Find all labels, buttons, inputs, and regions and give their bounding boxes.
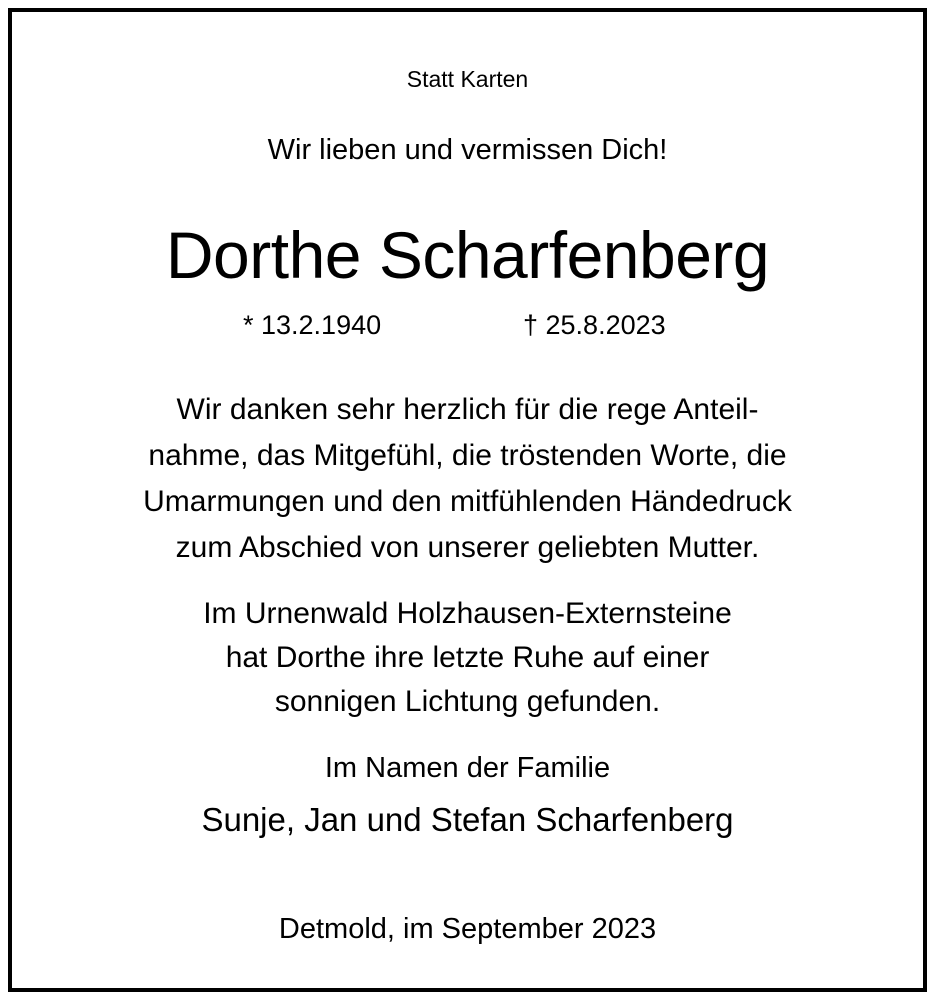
- place-date: Detmold, im September 2023: [278, 913, 657, 945]
- thanks-line-1: Wir danken sehr herzlich für die rege Anteil-: [176, 393, 759, 426]
- motto-text: Wir lieben und vermissen Dich!: [267, 134, 668, 166]
- thanks-line-4: zum Abschied von unserer geliebten Mutter.: [175, 531, 760, 564]
- resting-place-line-1: Im Urnenwald Holzhausen-Externsteine: [203, 597, 732, 630]
- thanks-line-2: nahme, das Mitgefühl, die tröstenden Worte, die: [148, 439, 787, 472]
- header-text: Statt Karten: [406, 66, 529, 92]
- resting-place-line-3: sonnigen Lichtung gefunden.: [274, 685, 661, 718]
- death-date: † 25.8.2023: [523, 310, 666, 340]
- birth-date: * 13.2.1940: [243, 310, 382, 340]
- thanks-line-3: Umarmungen und den mitfühlenden Händedruck: [143, 485, 792, 518]
- family-intro: Im Namen der Familie: [324, 752, 611, 784]
- family-names: Sunje, Jan und Stefan Scharfenberg: [201, 801, 734, 838]
- deceased-name: Dorthe Scharfenberg: [165, 218, 770, 292]
- resting-place-line-2: hat Dorthe ihre letzte Ruhe auf einer: [225, 641, 710, 674]
